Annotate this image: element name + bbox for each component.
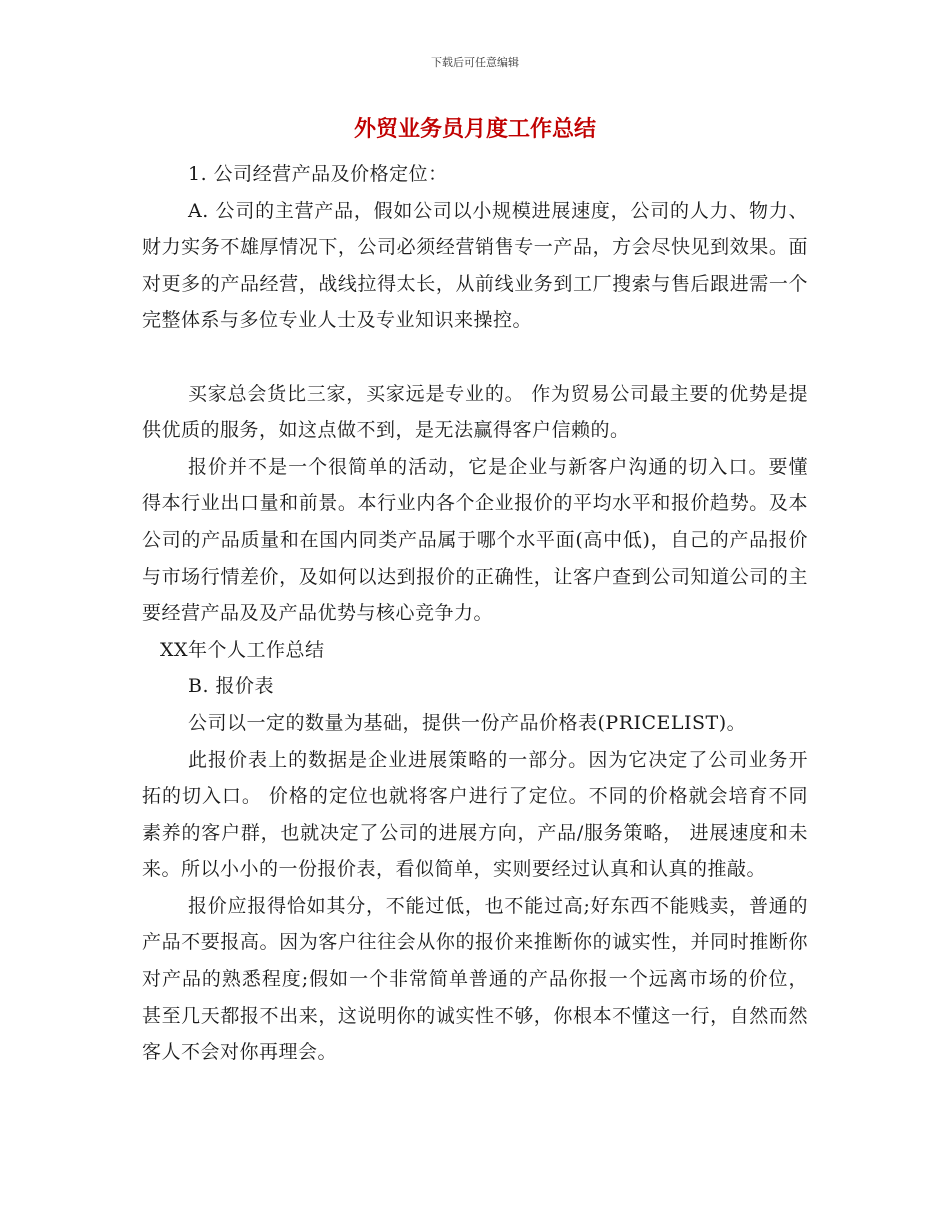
paragraph-main-products: A. 公司的主营产品，假如公司以小规模进展速度，公司的人力、物力、财力实务不雄厚情况下，公司必须经营销售专一产品，方会尽快见到效果。面对更多的产品经营，战线拉得太长，从前线业务到工厂搜索与售后跟进需一个完整体系与多位专业人士及专业知识来操控。 <box>142 199 808 332</box>
document-title: 外贸业务员月度工作总结 <box>353 117 596 142</box>
paragraph-section-1-heading: 1. 公司经营产品及价格定位： <box>188 163 448 185</box>
paragraph-section-b-heading: B. 报价表 <box>188 675 275 698</box>
paragraph-quotation: 报价并不是一个很简单的活动，它是企业与新客户沟通的切入口。要懂得本行业出口量和前景。本行业内各个企业报价的平均水平和报价趋势。及本公司的产品质量和在国内同类产品属于哪个水平面(高中低)，自己的产品报价与市场行情差价，及如何以达到报价的正确性，让客户查到公司知道公司的主要经营产品及及产品优势与核心竞争力。 <box>142 455 808 625</box>
paragraph-pricelist-strategy: 此报价表上的数据是企业进展策略的一部分。因为它决定了公司业务开拓的切入口。 价格的定位也就将客户进行了定位。不同的价格就会培育不同素养的客户群，也就决定了公司的进展方向，产品/服务策略， 进展速度和未来。所以小小的一份报价表，看似简单，实则要经过认真和认真的推敲。 <box>142 748 808 881</box>
paragraph-buyers: 买家总会货比三家，买家远是专业的。 作为贸易公司最主要的优势是提供优质的服务，如这点做不到，是无法赢得客户信赖的。 <box>142 382 808 442</box>
paragraph-pricelist: 公司以一定的数量为基础，提供一份产品价格表(PRICELIST)。 <box>188 711 747 734</box>
document-body <box>142 156 808 1071</box>
paragraph-personal-summary: XX年个人工作总结 <box>160 638 325 661</box>
paragraph-gap <box>142 339 808 376</box>
paragraph-pricing-advice: 报价应报得恰如其分，不能过低，也不能过高;好东西不能贱卖，普通的产品不要报高。因为客户往往会从你的报价来推断你的诚实性，并同时推断你对产品的熟悉程度;假如一个非常简单普通的产品你报一个远离市场的价位，甚至几天都报不出来，这说明你的诚实性不够，你根本不懂这一行，自然而然客人不会对你再理会。 <box>142 894 808 1064</box>
header-note: 下载后可任意编辑 <box>431 56 519 69</box>
